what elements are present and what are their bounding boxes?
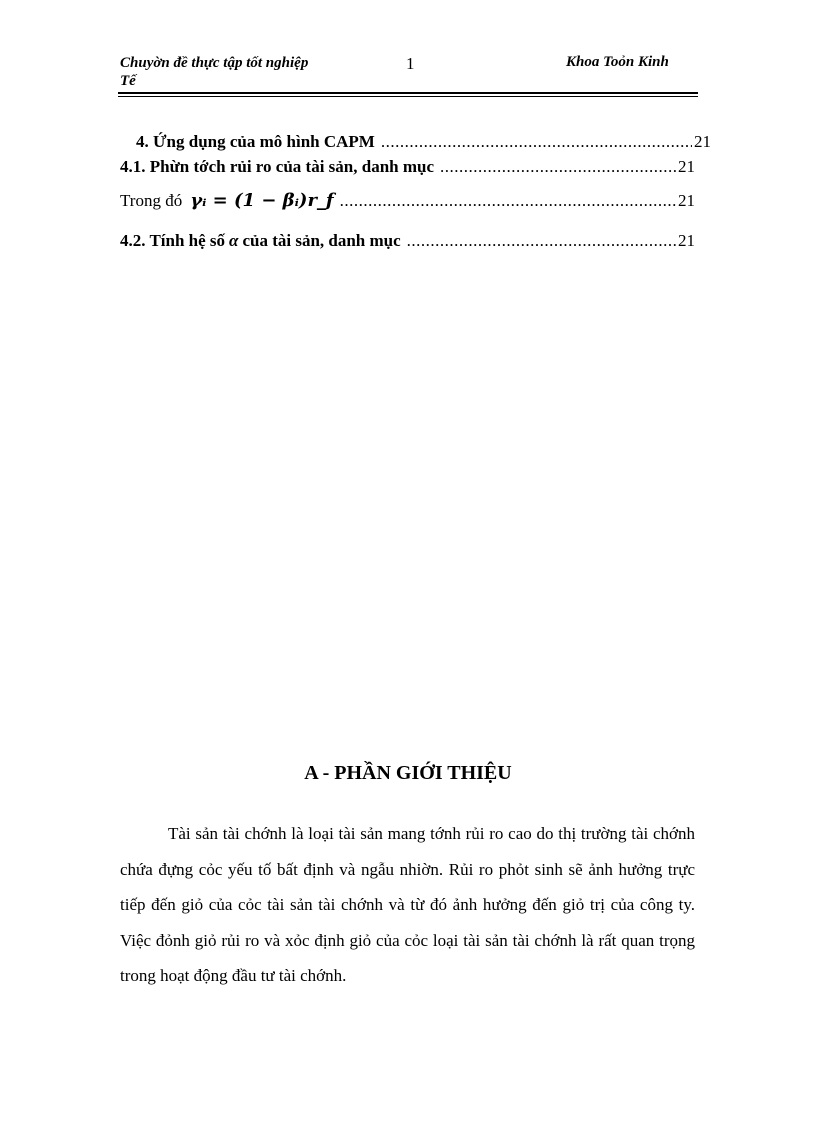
toc-leader-dots: [407, 231, 676, 251]
toc-entry-formula: [120, 190, 695, 211]
toc-label: Trong đó: [120, 191, 183, 210]
header-right: Khoa Toỏn Kinh: [566, 54, 669, 70]
header-rule-thin: [118, 96, 698, 97]
toc-entry-alpha: [120, 231, 695, 251]
toc-entry-risk-analysis: [120, 157, 695, 177]
page-number: 1: [406, 54, 415, 73]
toc-leader-dots: [381, 132, 692, 152]
toc-label-suffix: của tài sản, danh mục: [242, 231, 401, 250]
toc-leader-dots: [340, 191, 676, 211]
gamma-formula: γᵢ = (1 − βᵢ)r_f: [190, 190, 334, 211]
section-title: A - PHẦN GIỚI THIỆU: [304, 762, 512, 784]
toc-label-prefix: 4.2. Tính hệ số: [120, 231, 226, 250]
header-title-line2: Tế: [120, 73, 136, 89]
toc-label: 4.1. Phừn tớch rủi ro của tài sản, danh mục: [120, 157, 435, 176]
toc-label: 4. Ứng dụng của mô hình CAPM: [136, 132, 375, 151]
alpha-symbol: α: [229, 231, 239, 250]
toc-page: 21: [678, 191, 695, 210]
toc-page: 21: [694, 132, 711, 151]
toc-page: 21: [678, 157, 695, 176]
toc-page: 21: [678, 231, 695, 250]
header-title-line1: Chuyờn đề thực tập tốt nghiệp: [120, 55, 309, 71]
intro-paragraph: Tài sản tài chớnh là loại tài sản mang tớnh rủi ro cao do thị trường tài chớnh chứa đựng cỏc yếu tố bất định và ngẫu nhiờn. Rủi ro phỏt sinh sẽ ảnh hưởng trực tiếp đến giỏ của cỏc tài sản tài chớnh và từ đó ảnh hưởng đến giỏ trị của công ty. Việc đỏnh giỏ rủi ro và xỏc định giỏ của cỏc loại tài sản tài chớnh là rất quan trọng trong hoạt động đầu tư tài chớnh.: [120, 824, 695, 985]
header-rule-thick: [118, 92, 698, 94]
toc-leader-dots: [440, 157, 676, 177]
header-left: [120, 54, 350, 90]
toc-entry-capm-application: [120, 132, 711, 152]
